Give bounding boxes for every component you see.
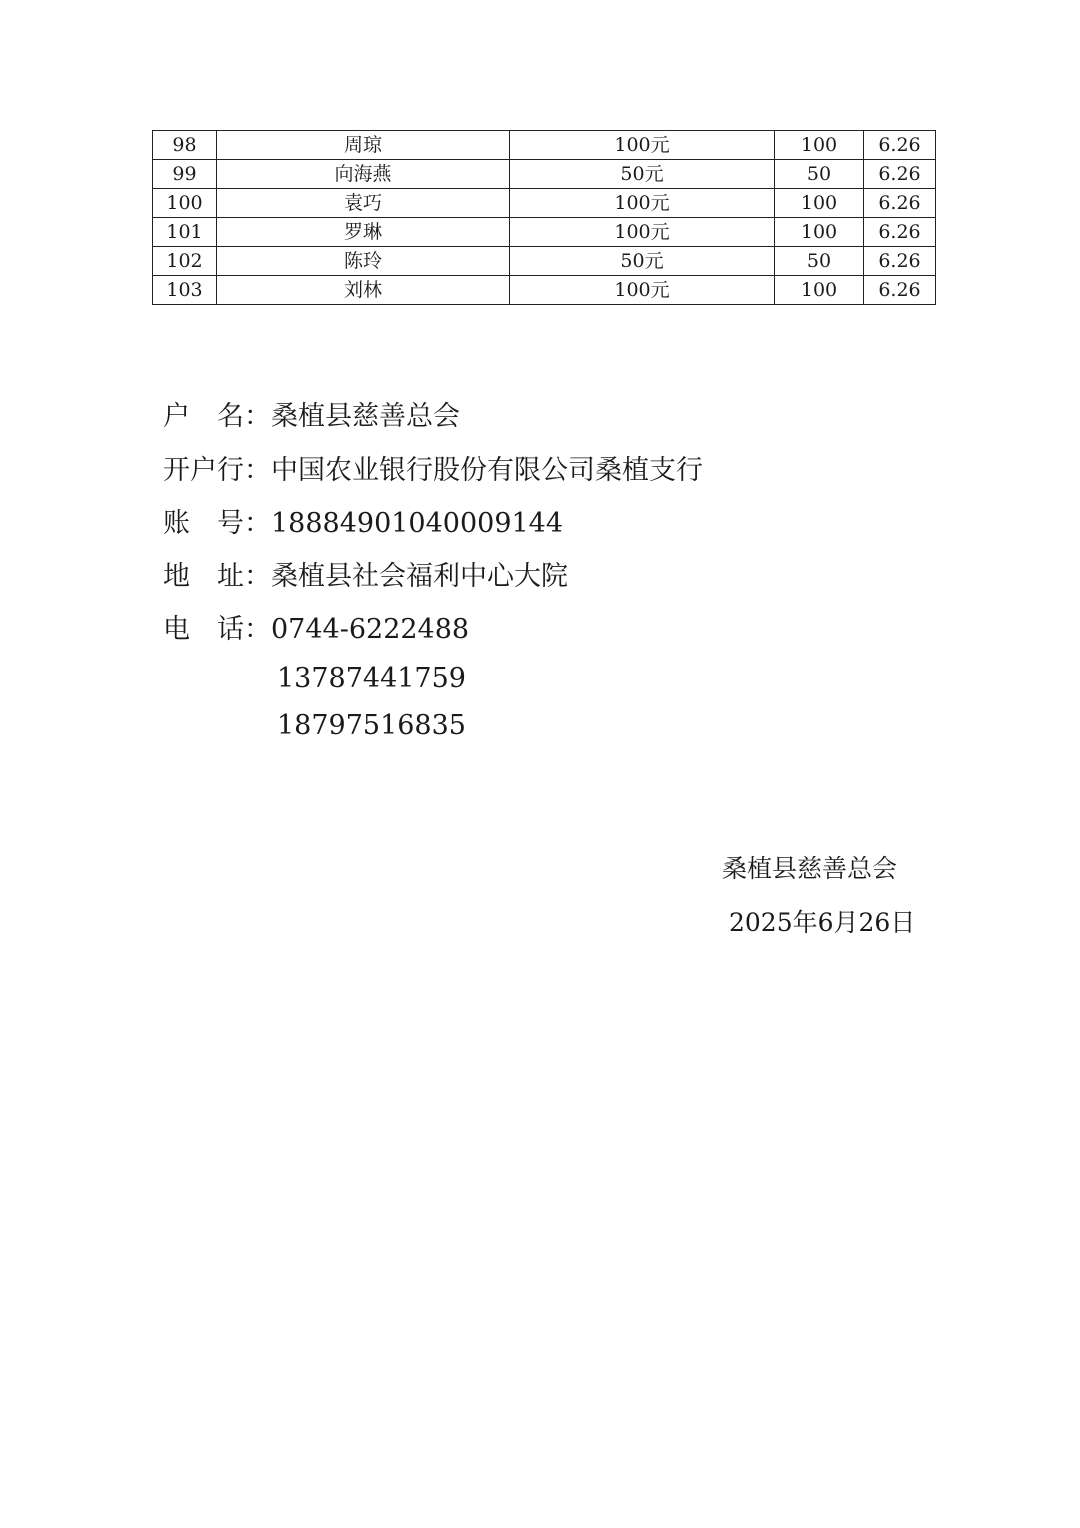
donation-value: 100 [775, 218, 864, 247]
donor-name: 向海燕 [217, 160, 510, 189]
donation-date: 6.26 [864, 160, 936, 189]
donation-amount: 50元 [510, 160, 775, 189]
row-number: 103 [153, 276, 217, 305]
donation-date: 6.26 [864, 189, 936, 218]
donation-value: 100 [775, 131, 864, 160]
account-name-value: 桑植县慈善总会 [271, 401, 460, 432]
address-value: 桑植县社会福利中心大院 [271, 561, 568, 592]
bank-value: 中国农业银行股份有限公司桑植支行 [271, 455, 703, 486]
donation-value: 100 [775, 276, 864, 305]
table-row [153, 131, 936, 160]
donation-amount: 100元 [510, 189, 775, 218]
row-number: 100 [153, 189, 217, 218]
donation-date: 6.26 [864, 131, 936, 160]
phone-value-1: 0744-6222488 [271, 614, 470, 645]
signature-date: 2025年6月26日 [729, 908, 916, 937]
table-row [153, 276, 936, 305]
donation-value: 50 [775, 160, 864, 189]
signature-org: 桑植县慈善总会 [722, 854, 898, 883]
donation-amount: 100元 [510, 218, 775, 247]
bank-label: 开户行： [163, 455, 271, 486]
address-line [163, 561, 568, 593]
account-name-label: 户 名： [163, 401, 271, 432]
table-row [153, 218, 936, 247]
donation-date: 6.26 [864, 218, 936, 247]
donation-table-body [153, 131, 936, 305]
row-number: 99 [153, 160, 217, 189]
donor-name: 袁巧 [217, 189, 510, 218]
row-number: 102 [153, 247, 217, 276]
phone-value-2: 13787441759 [277, 663, 466, 694]
donation-date: 6.26 [864, 276, 936, 305]
bank-line [163, 455, 703, 487]
donation-value: 50 [775, 247, 864, 276]
donation-date: 6.26 [864, 247, 936, 276]
account-number-line [163, 508, 563, 540]
address-label: 地 址： [163, 561, 271, 592]
donation-amount: 100元 [510, 276, 775, 305]
phone-value-3: 18797516835 [277, 710, 466, 741]
account-number-value: 18884901040009144 [271, 508, 564, 539]
donor-name: 周琼 [217, 131, 510, 160]
donation-table [152, 130, 936, 305]
row-number: 98 [153, 131, 217, 160]
table-row [153, 189, 936, 218]
donor-name: 罗琳 [217, 218, 510, 247]
account-name-line [163, 401, 460, 433]
table-row [153, 160, 936, 189]
donor-name: 陈玲 [217, 247, 510, 276]
donation-value: 100 [775, 189, 864, 218]
table-row [153, 247, 936, 276]
account-number-label: 账 号： [163, 508, 271, 539]
phone-line [163, 614, 469, 646]
donor-name: 刘林 [217, 276, 510, 305]
donation-amount: 100元 [510, 131, 775, 160]
phone-label: 电 话： [163, 614, 271, 645]
donation-amount: 50元 [510, 247, 775, 276]
row-number: 101 [153, 218, 217, 247]
